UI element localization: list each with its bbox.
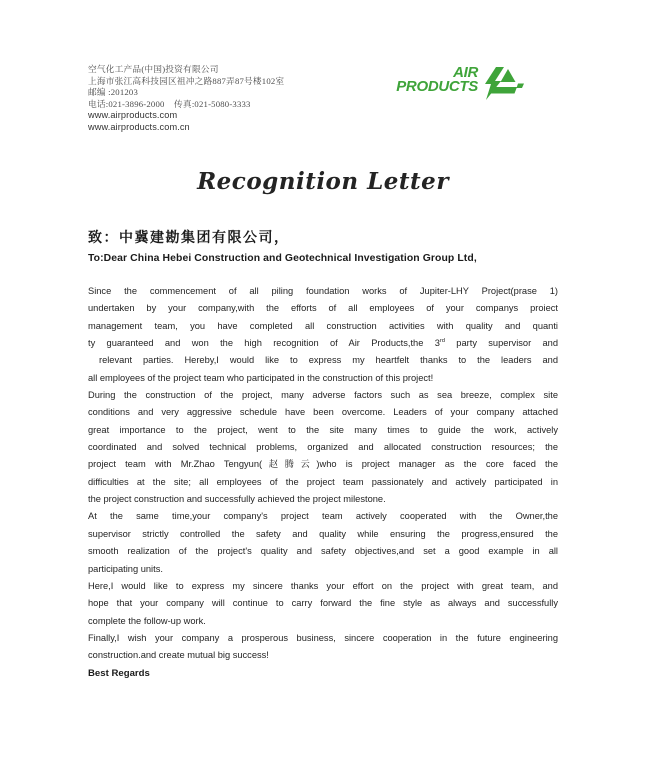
body-line: construction.and create mutual big success!: [88, 650, 269, 661]
body-line: undertaken by your company,with the efforts of all employees of your companys proiect: [88, 303, 558, 314]
logo-word-products: PRODUCTS: [396, 78, 478, 95]
letter-body: [88, 283, 558, 682]
company-info: [88, 64, 284, 134]
company-name-line: 空气化工产品(中国)投资有限公司: [88, 64, 219, 74]
body-line: Here,I would like to express my sincere thanks your effort on the project with great team, and: [88, 580, 558, 591]
air-products-emblem-icon: [482, 67, 524, 100]
letterhead: [88, 64, 558, 139]
body-line: Since the commencement of all piling foundation works of Jupiter-LHY Project(prase 1): [88, 286, 558, 296]
paragraph: [88, 508, 558, 577]
body-line: project team with Mr.Zhao Tengyun(赵腾云)who is project manager as the core faced the: [88, 459, 558, 470]
body-line: coordinated and solved technical problems, organized and allocated construction resources; the: [88, 442, 558, 453]
recipient-english: To:Dear China Hebei Construction and Geotechnical Investigation Group Ltd,: [88, 253, 477, 264]
recipient-chinese: 致：中冀建勘集团有限公司，: [88, 231, 290, 246]
body-line: Finally,I wish your company a prosperous business, sincere cooperation in the future engineering: [88, 632, 558, 643]
closing-line: Best Regards: [88, 667, 150, 679]
recipient-block: [88, 229, 588, 266]
company-address-line: 上海市张江高科技园区祖冲之路887弄87号楼102室: [88, 75, 285, 86]
logo-word-air: AIR: [453, 64, 478, 81]
body-line: ty guaranteed and won the high recognition of Air Products,the 3rd party supervisor and: [88, 337, 558, 349]
company-website-line: www.airproducts.com: [88, 110, 178, 121]
body-line: smooth realization of the project's quality and safety objectives,and set a good example in all: [88, 546, 558, 557]
body-line: management team, you have completed all construction activities with quality and quanti: [88, 320, 558, 331]
body-line: the project construction and successfully achieved the project milestone.: [88, 494, 386, 505]
body-line: conditions and very aggressive schedule have been overcome. Leaders of your company attached: [88, 407, 558, 418]
company-phone-fax-line: 电话:021-3896-2000 传真:021-5080-3333: [88, 98, 251, 109]
body-line: participating units.: [88, 563, 163, 574]
body-line: supervisor strictly controlled the safety and quality while ensuring the progress,ensured the: [88, 528, 558, 539]
paragraph: [88, 283, 558, 387]
body-line: great importance to the project, went to the site many times to guide the work, actively: [88, 424, 558, 435]
air-products-logo: [388, 66, 524, 100]
air-products-logo-text: [388, 66, 478, 94]
paragraph: [88, 630, 558, 665]
body-line: complete the follow-up work.: [88, 615, 206, 626]
body-line: At the same time,your company's project team actively cooperated with the Owner,the: [88, 511, 558, 522]
letter-title: Recognition Letter: [197, 168, 449, 195]
company-zipcode-line: 邮编 :201203: [88, 87, 139, 98]
paragraph: [88, 387, 558, 508]
body-line: relevant parties. Hereby,I would like to express my heartfelt thanks to the leaders and: [88, 355, 558, 366]
body-line: all employees of the project team who participated in the construction of this project!: [88, 372, 434, 383]
company-website-cn-line: www.airproducts.com.cn: [88, 121, 190, 132]
body-line: difficulties at the site; all employees of the project team passionately and actively participated in: [88, 476, 558, 487]
body-line: During the construction of the project, many adverse factors such as sea breeze, complex site: [88, 390, 558, 401]
body-line: hope that your company will continue to carry forward the fine style as always and successfully: [88, 598, 558, 609]
paragraph: [88, 578, 558, 630]
